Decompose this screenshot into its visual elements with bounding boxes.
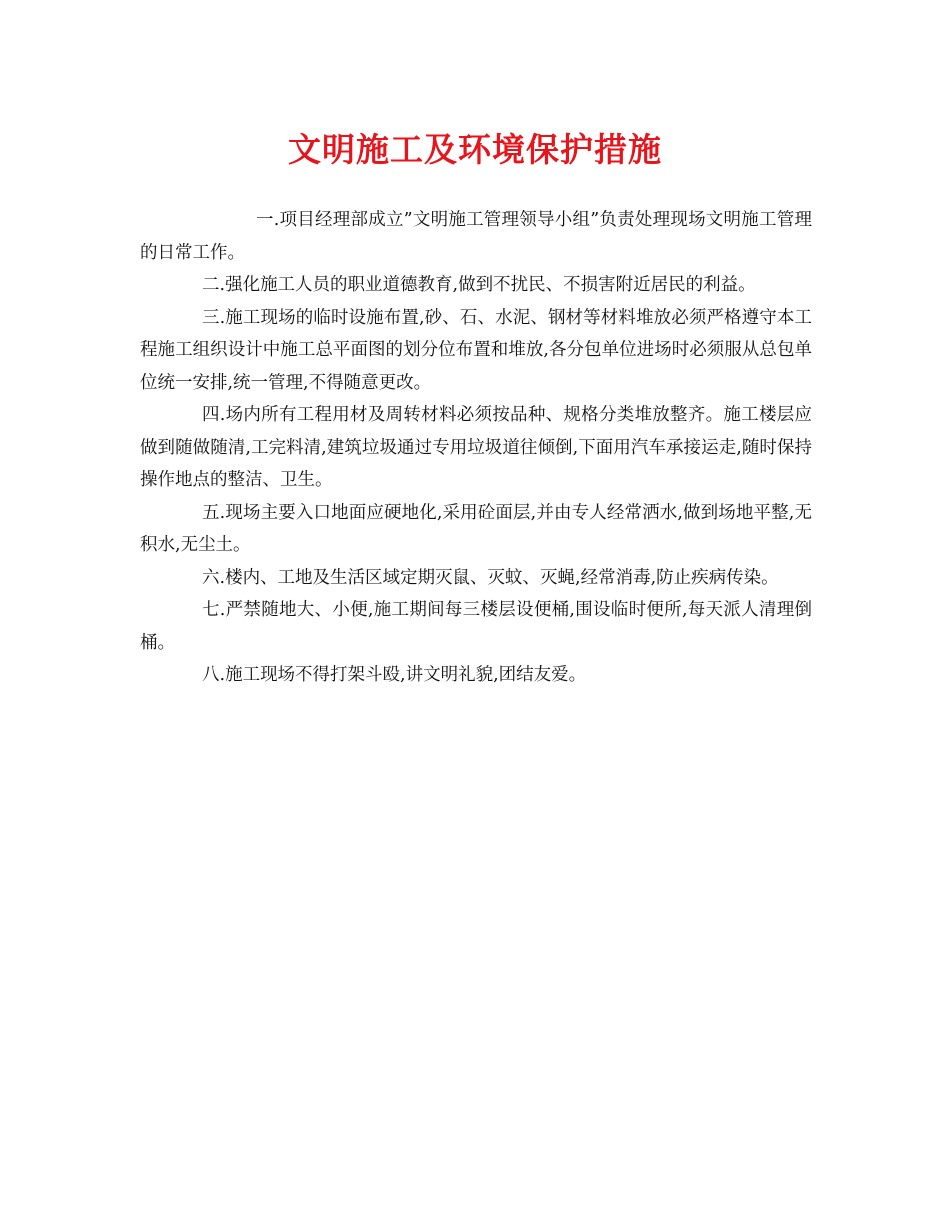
paragraph-5: 五.现场主要入口地面应硬地化,采用砼面层,并由专人经常洒水,做到场地平整,无积水,无尘土。: [140, 502, 812, 555]
paragraph-7: 七.严禁随地大、小便,施工期间每三楼层设便桶,围设临时便所,每天派人清理倒桶。: [140, 600, 812, 653]
paragraph-2: 二.强化施工人员的职业道德教育,做到不扰民、不损害附近居民的利益。: [202, 275, 756, 295]
paragraph-1: 一.项目经理部成立”文明施工管理领导小组”负责处理现场文明施工管理的日常工作。: [140, 210, 812, 263]
paragraph-3: 三.施工现场的临时设施布置,砂、石、水泥、钢材等材料堆放必须严格遵守本工程施工组织设计中施工总平面图的划分位布置和堆放,各分包单位进场时必须服从总包单位统一安排,统一管理,不得随意更改。: [140, 307, 812, 393]
paragraph-8: 八.施工现场不得打架斗殴,讲文明礼貌,团结友爱。: [202, 665, 587, 685]
document-title: 文明施工及环境保护措施: [288, 130, 662, 169]
paragraph-4: 四.场内所有工程用材及周转材料必须按品种、规格分类堆放整齐。施工楼层应做到随做随清,工完料清,建筑垃圾通过专用垃圾道往倾倒,下面用汽车承接运走,随时保持操作地点的整洁、卫生。: [140, 405, 812, 490]
paragraph-6: 六.楼内、工地及生活区域定期灭鼠、灭蚊、灭蝇,经常消毒,防止疾病传染。: [202, 567, 779, 588]
document-body: [140, 204, 812, 692]
